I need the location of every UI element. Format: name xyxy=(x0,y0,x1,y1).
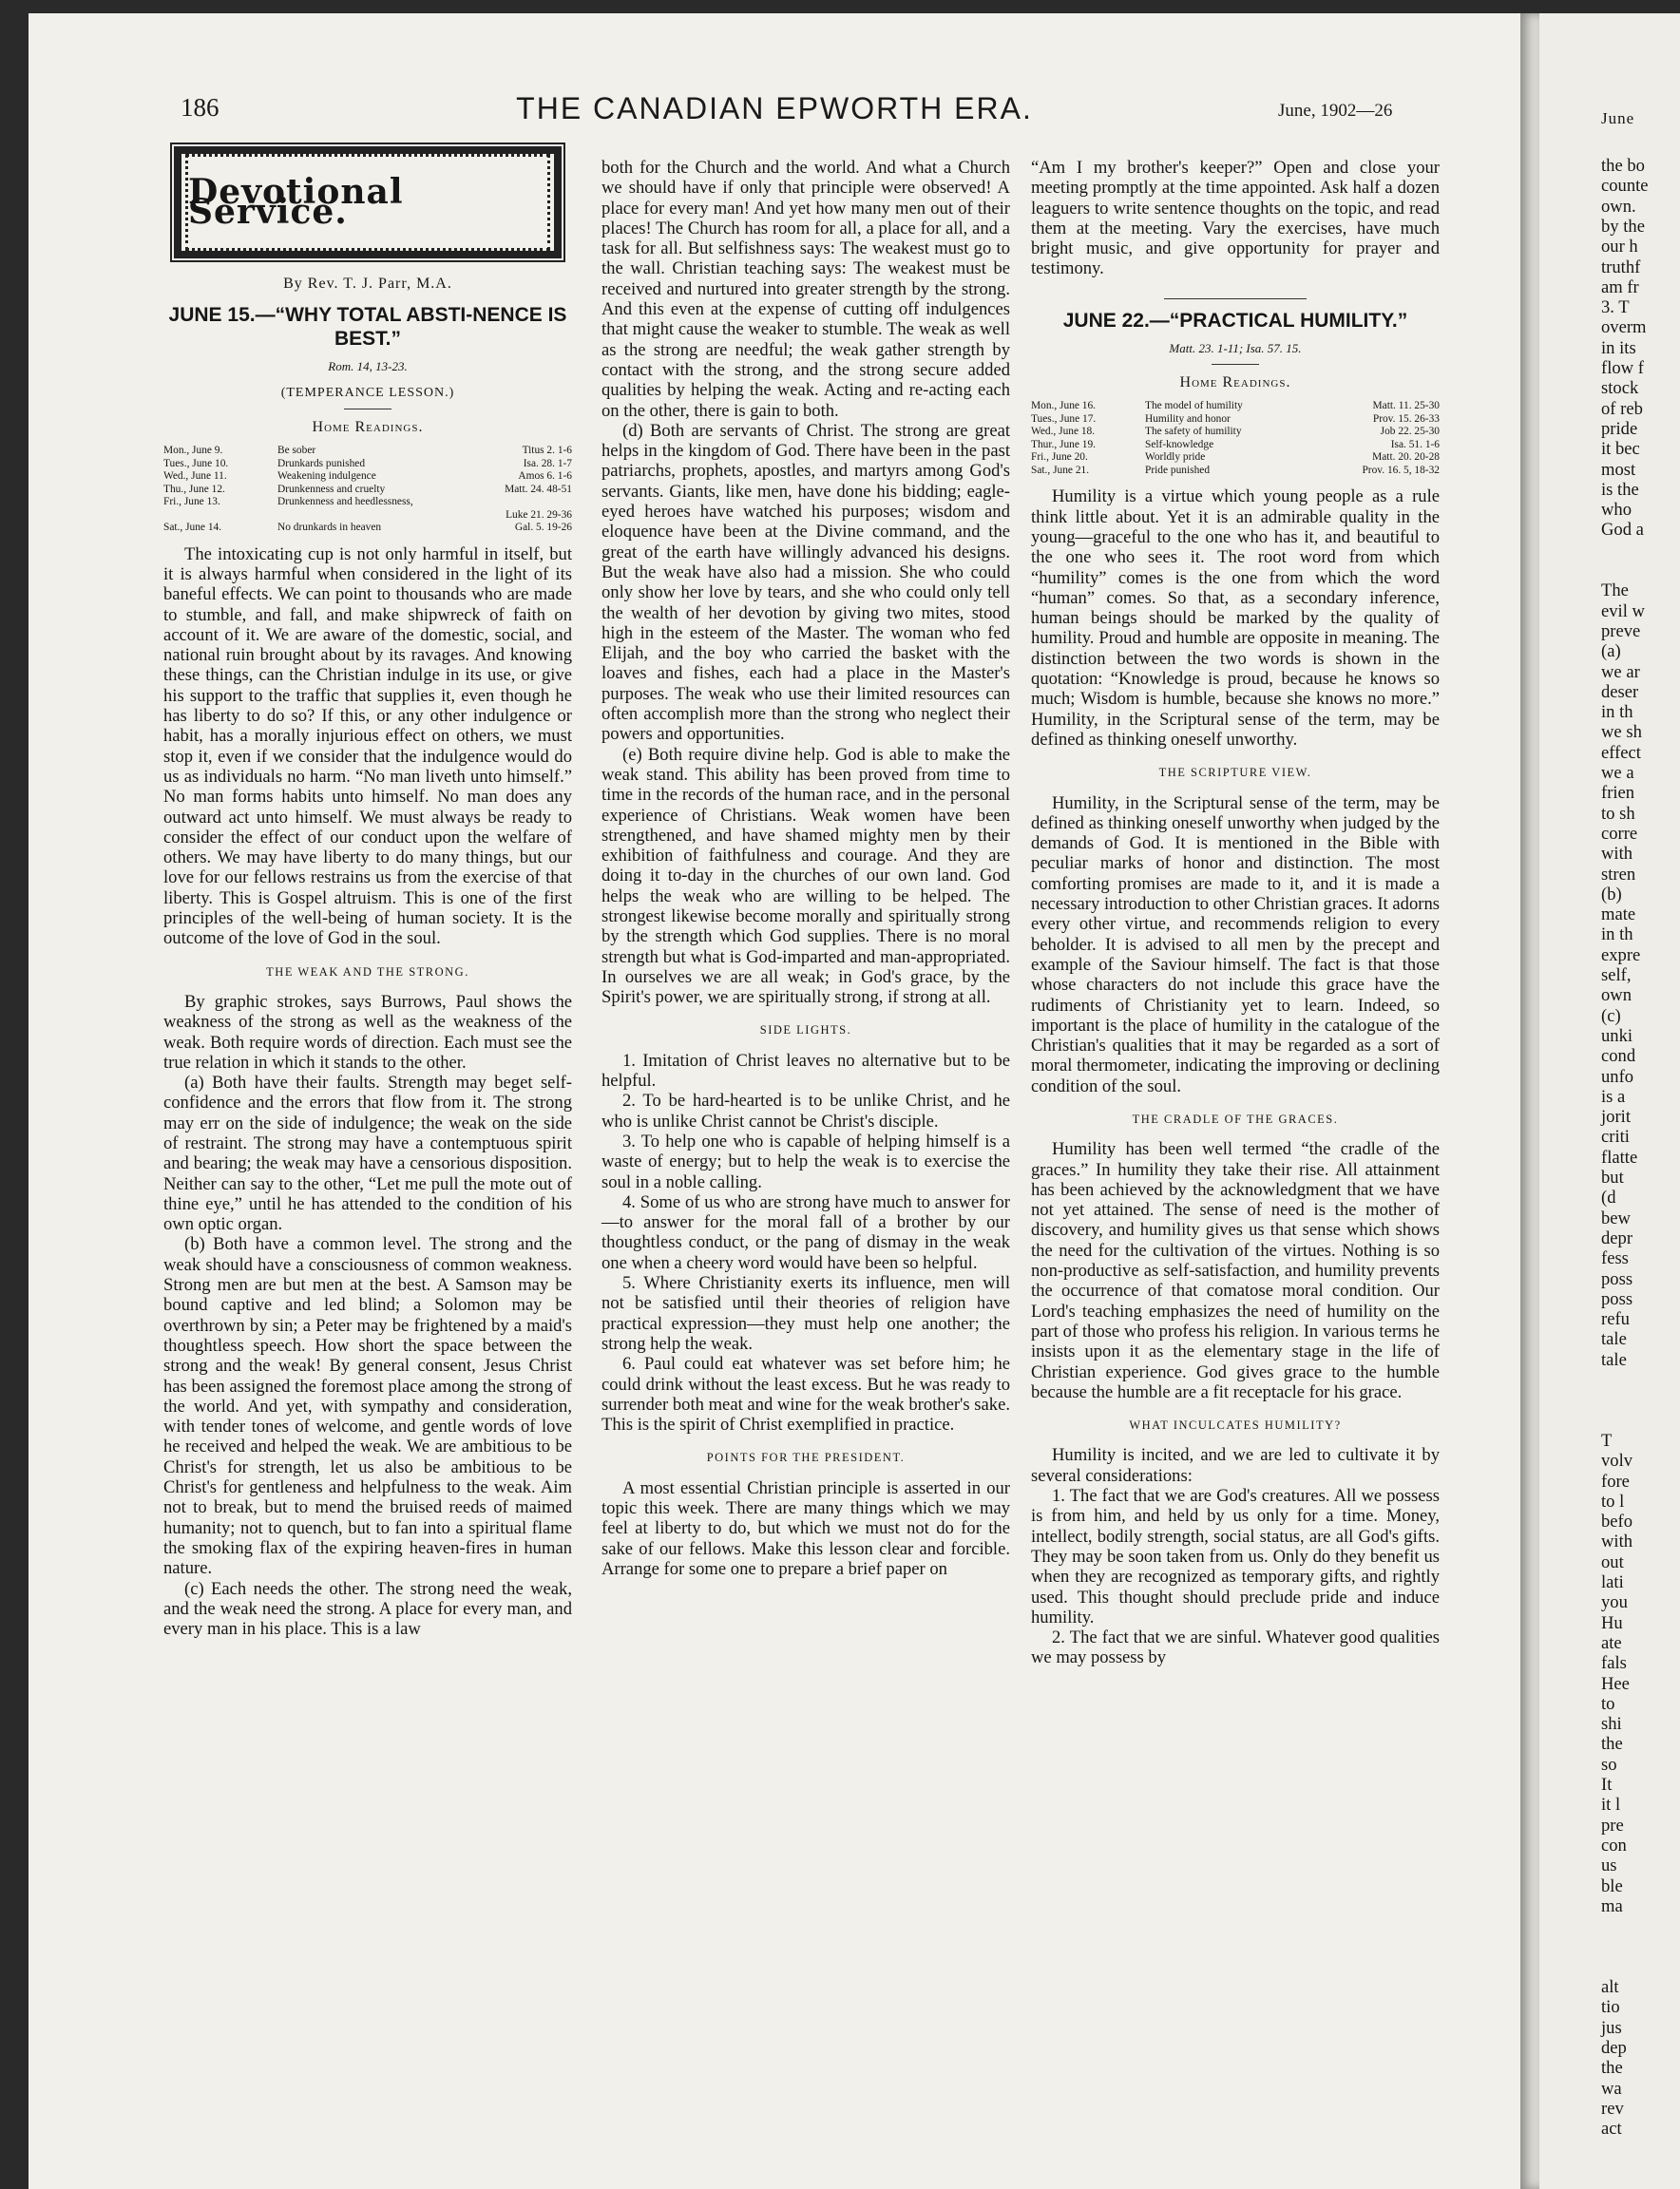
facing-page-line: dep xyxy=(1601,2037,1627,2058)
reading-topic: Pride punished xyxy=(1145,464,1211,476)
facing-page-line: flow f xyxy=(1601,358,1644,378)
facing-page-line: our h xyxy=(1601,237,1638,257)
reading-day: Sat., June 14. xyxy=(163,522,222,534)
paragraph: By graphic strokes, says Burrows, Paul shows the weakness of the strong as well as the weakness of the weak. Both require words of direction. Each must see the true relation in which it stands to the other. xyxy=(163,991,572,1073)
reading-topic: The safety of humility xyxy=(1145,426,1242,438)
paragraph: “Am I my brother's keeper?” Open and close your meeting promptly at the time appointed. Ask half a dozen leaguers to write sentence thoughts on the topic, and read them at the meeting. Vary the exercises, have much bright music, and give opportunity for prayer and testimony. xyxy=(1031,158,1440,279)
home-readings-heading: Home Readings. xyxy=(1179,374,1291,391)
facing-page-line: who xyxy=(1601,500,1632,521)
lesson-2-scripture: Matt. 23. 1-11; Isa. 57. 15. xyxy=(1169,340,1302,355)
subheading-cradle: THE CRADLE OF THE GRACES. xyxy=(1132,1112,1339,1126)
reading-row xyxy=(163,484,572,497)
facing-page-line: cond xyxy=(1601,1046,1636,1067)
facing-page-line: jus xyxy=(1601,2017,1622,2038)
facing-page-line: you xyxy=(1601,1592,1628,1613)
facing-page-line: wa xyxy=(1601,2078,1622,2099)
facing-page-line: pride xyxy=(1601,418,1638,439)
facing-page-line: to xyxy=(1601,1693,1615,1714)
facing-page-line: poss xyxy=(1601,1268,1633,1289)
facing-page-line: the xyxy=(1601,1734,1623,1755)
paragraph: 2. The fact that we are sinful. Whatever good qualities we may possess by xyxy=(1031,1627,1440,1668)
facing-page-line: but xyxy=(1601,1168,1624,1188)
facing-page-line: fals xyxy=(1601,1653,1627,1674)
side-light-item: 5. Where Christianity exerts its influence, men will not be satisfied until their theories of religion have practical expression—they must help one another; the strong help the weak. xyxy=(601,1273,1010,1354)
facing-page-line: flatte xyxy=(1601,1147,1638,1168)
facing-page-line: the bo xyxy=(1601,156,1645,176)
facing-page-header: June xyxy=(1601,109,1635,127)
facing-page-line: out xyxy=(1601,1551,1624,1572)
facing-page-line: T xyxy=(1601,1430,1613,1451)
facing-page-line: evil w xyxy=(1601,600,1645,621)
facing-page-line: frien xyxy=(1601,783,1635,804)
facing-page-line: is a xyxy=(1601,1086,1626,1107)
lesson-2-title: JUNE 22.—“PRACTICAL HUMILITY.” xyxy=(1062,309,1408,332)
reading-ref: Amos 6. 1-6 xyxy=(518,470,572,483)
reading-topic xyxy=(277,509,474,523)
section-banner xyxy=(174,146,562,258)
facing-page-line: with xyxy=(1601,1532,1633,1552)
reading-ref: Matt. 24. 48-51 xyxy=(505,483,572,495)
reading-row xyxy=(163,458,572,471)
facing-page-line: tale xyxy=(1601,1329,1627,1350)
section-heading: Devotional Service. xyxy=(188,171,404,232)
reading-ref xyxy=(474,496,572,509)
paragraph: Humility has been well termed “the cradle of the graces.” In humility they take their rise. All attainment has been achieved by the acknowledgment that we have not yet attained. The sense of need is the mother of discovery, and humility gives us that sense which shows the need for the cultivation of the virtues. Nothing is so non-productive as self-satisfaction, and humility prevents the occurrence of that comatose moral condition. Our Lord's teaching emphasizes the need of humility on the part of those who profess his religion. In various terms he insists upon it as the elementary stage in the life of Christian experience. God gives grace to the humble because the humble are a fit receptacle for his grace. xyxy=(1031,1139,1440,1402)
facing-page-line: befo xyxy=(1601,1512,1633,1532)
divider xyxy=(1212,364,1259,365)
home-readings-heading: Home Readings. xyxy=(312,418,424,435)
facing-page-line: overm xyxy=(1601,317,1647,338)
facing-page-line: is the xyxy=(1601,479,1639,500)
reading-row xyxy=(163,522,572,535)
issue-date: June, 1902—26 xyxy=(1278,101,1393,121)
facing-page-line: alt xyxy=(1601,1977,1619,1997)
reading-ref: Job 22. 25-30 xyxy=(1380,426,1440,438)
facing-page-line: am fr xyxy=(1601,276,1639,297)
reading-day: Tues., June 17. xyxy=(1031,412,1097,425)
facing-page-line: it l xyxy=(1601,1795,1621,1816)
facing-page-line: (b) xyxy=(1601,884,1622,904)
reading-day: Fri., June 13. xyxy=(163,496,220,508)
facing-page-line: counte xyxy=(1601,176,1649,197)
facing-page-line: corre xyxy=(1601,823,1638,844)
reading-row xyxy=(163,470,572,484)
home-readings-table xyxy=(163,445,572,535)
reading-topic: No drunkards in heaven xyxy=(277,522,382,534)
reading-ref: Titus 2. 1-6 xyxy=(522,445,572,457)
paragraph: (d) Both are servants of Christ. The strong are great helps in the kingdom of God. There have been in the past patriarchs, prophets, apostles, and martyrs among God's servants. Giants, like men, have done his bidding; eagle-eyed heroes have watched his purposes; wisdom and eloquence have been at the Divine command, and the great of the earth have willingly advanced his designs. But the weak have also had a mission. She who could only show her love by tears, and she who could only tell the wealth of her devotion by giving two mites, stood high in the esteem of the Master. The woman who fed Elijah, and the boy who carried the basket with the loaves and fishes, each had a place in the Master's purposes. The weak who use their limited resources can often accomplish more than the strong who neglect their powers and opportunities. xyxy=(601,420,1010,745)
reading-row xyxy=(1031,426,1440,439)
reading-day: Wed., June 18. xyxy=(1031,426,1096,438)
facing-page-line: unki xyxy=(1601,1025,1633,1046)
facing-page-line: preve xyxy=(1601,620,1641,641)
facing-page-line: ma xyxy=(1601,1895,1623,1916)
paragraph: (a) Both have their faults. Strength may beget self-confidence and the errors that flow from it. The strong may err on the side of indulgence; the weak on the side of restraint. The strong may have a contemptuous spirit and bearing; the weak may have a censorious disposition. Neither can say to the other, “Let me pull the mote out of thine eye,” until he has attended to the condition of his own optic organ. xyxy=(163,1073,572,1235)
facing-page-line: rev xyxy=(1601,2098,1624,2119)
facing-page-line: expre xyxy=(1601,944,1641,965)
reading-topic: The model of humility xyxy=(1145,400,1243,412)
column-1 xyxy=(163,146,572,1639)
home-readings-table xyxy=(1031,400,1440,477)
facing-page-line: in th xyxy=(1601,924,1633,945)
facing-page-line: stock xyxy=(1601,378,1639,399)
side-light-item: 2. To be hard-hearted is to be unlike Christ, and he who is unlike Christ cannot be Christ's disciple. xyxy=(601,1091,1010,1132)
facing-page-line: tio xyxy=(1601,1997,1620,2018)
reading-ref: Prov. 15. 26-33 xyxy=(1372,412,1440,425)
facing-page-line: with xyxy=(1601,844,1633,865)
reading-row xyxy=(1031,451,1440,465)
reading-ref: Matt. 20. 20-28 xyxy=(1372,451,1440,464)
side-light-item: 3. To help one who is capable of helping himself is a waste of energy; but to help the weak is to exercise the soul in a noble calling. xyxy=(601,1131,1010,1192)
reading-day: Tues., June 10. xyxy=(163,457,229,469)
facing-page-line: self, xyxy=(1601,965,1632,985)
reading-ref: Isa. 51. 1-6 xyxy=(1390,438,1440,450)
reading-row xyxy=(163,509,572,523)
subheading-inculcates: WHAT INCULCATES HUMILITY? xyxy=(1129,1418,1342,1433)
reading-ref: Gal. 5. 19-26 xyxy=(514,522,572,534)
reading-ref: Luke 21. 29-36 xyxy=(506,508,572,521)
facing-page-line: fore xyxy=(1601,1471,1630,1492)
facing-page-line: shi xyxy=(1601,1714,1622,1735)
facing-page-line: 3. T xyxy=(1601,297,1630,318)
reading-row xyxy=(1031,465,1440,478)
facing-page-line: volv xyxy=(1601,1451,1633,1472)
subheading-weak-strong: THE WEAK AND THE STRONG. xyxy=(266,964,469,979)
reading-ref: Prov. 16. 5, 18-32 xyxy=(1362,464,1440,476)
reading-topic: Self-knowledge xyxy=(1145,438,1214,450)
facing-page-line: mate xyxy=(1601,904,1636,925)
facing-page-line: It xyxy=(1601,1775,1613,1795)
divider xyxy=(1164,298,1307,299)
column-2 xyxy=(601,158,1010,1579)
facing-page-line: criti xyxy=(1601,1127,1630,1148)
reading-topic: Humility and honor xyxy=(1145,412,1231,425)
lesson-1-subtitle: (TEMPERANCE LESSON.) xyxy=(280,385,455,400)
facing-page-line: in its xyxy=(1601,337,1636,358)
lesson-2-intro: Humility is a virtue which young people as a rule think little about. Yet it is an admirable quality in the young—graceful to the one who has it, and beautiful to the one who sees it. The root word from which “humility” comes is the one from which the word “human” comes. So that, as a secondary inference, human beings should be marked by the quality of humility. Proud and humble are opposite in meaning. The distinction between the two words is shown in the quotation: “Knowledge is proud, because he knows so much; Wisdom is humble, because she knows no more.” Humility, in the Scriptural sense of the term, may be defined as thinking oneself unworthy. xyxy=(1031,486,1440,750)
paragraph: Humility, in the Scriptural sense of the term, may be defined as thinking oneself unworthy when judged by the demands of God. It is mentioned in the Bible with peculiar marks of honor and distinction. The most comforting promises are made to it, and it is made a necessary introduction to other Christian graces. It adorns every other virtue, and recommends religion to every beholder. It is advised to all men by the precept and example of the Saviour himself. The fact is that those whose characters do not include this grace have the rudiments of Christianity yet to learn. Indeed, so important is the place of humility in the catalogue of the Christian's qualities that it may be regarded as a sort of moral thermometer, indicating the improving or declining condition of the soul. xyxy=(1031,792,1440,1096)
reading-day: Wed., June 11. xyxy=(163,470,227,483)
side-light-item: 4. Some of us who are strong have much to answer for—to answer for the moral fall of a brother by our thoughtless conduct, or the pang of dismay in the weak one when a cheery word would have been so helpful. xyxy=(601,1191,1010,1273)
reading-ref: Matt. 11. 25-30 xyxy=(1372,400,1440,412)
page-186 xyxy=(29,13,1520,2189)
reading-topic: Weakening indulgence xyxy=(277,470,376,483)
facing-page-line: jorit xyxy=(1601,1107,1631,1128)
byline: By Rev. T. J. Parr, M.A. xyxy=(283,276,452,292)
publication-title: THE CANADIAN EPWORTH ERA. xyxy=(516,91,1033,125)
reading-day: Sat., June 21. xyxy=(1031,464,1090,476)
running-header xyxy=(29,87,1520,144)
lesson-1-intro: The intoxicating cup is not only harmful in itself, but it is always harmful when considered in the light of its baneful effects. We can point to thousands who are made to stumble, and fall, and make shipwreck of faith on account of it. We are aware of the domestic, social, and national ruin brought about by its ravages. And knowing these things, can the Christian indulge in its use, or give his support to the traffic that supplies it, even though he has liberty to do so? If this, or any other indulgence or habit, has a morally injurious effect on others, we must stop it, even if we consider that the indulgence would do us as individuals no harm. “No man liveth unto himself.” No man forms habits unto himself. No man does any outward act unto himself. We must always be ready to consider the effect of our conduct upon the welfare of others. We may have liberty to do many things, but our love for our fellows restrains us from the exercise of that liberty. This is Gospel altruism. This is one of the first principles of the well-being of human society. It is the outcome of the love of God in the soul. xyxy=(163,543,572,949)
subheading-side-lights: SIDE LIGHTS. xyxy=(759,1023,852,1037)
reading-topic: Be sober xyxy=(277,445,316,457)
facing-page-line: deser xyxy=(1601,681,1639,702)
facing-page-line: own. xyxy=(1601,196,1636,217)
subheading-scripture-view: THE SCRIPTURE VIEW. xyxy=(1158,766,1312,780)
facing-page-line: act xyxy=(1601,2119,1622,2140)
facing-page-line: effect xyxy=(1601,742,1641,763)
facing-page-line: it bec xyxy=(1601,439,1640,460)
paragraph: (b) Both have a common level. The strong and the weak should have a consciousness of common weakness. Strong men are but men at the best. A Samson may be bound captive and led blind; a Solomon may be overthrown by sin; a Peter may be frightened by a maid's thoughtless speech. How short the space between the strong and the weak! By general consent, Jesus Christ has been assigned the foremost place among the strong of the world. And yet, with sympathy and consideration, with tender tones of welcome, and gentle words of love he received and helped the weak. We are ambitious to be Christ's for strength, let us also be ambitious to be Christ's for gentleness and helpfulness to the weak. Aim not to break, but to mend the bruised reeds of maimed humanity; not to quench, but to fan into a spiritual flame the smoking flax of the expiring heaven-fires in human nature. xyxy=(163,1234,572,1579)
lesson-1-title: JUNE 15.—“WHY TOTAL ABSTI-NENCE IS BEST.” xyxy=(168,304,567,351)
paragraph: 1. The fact that we are God's creatures. All we possess is from him, and held by us only for a time. Money, intellect, bodily strength, social status, are all God's gifts. They may be soon taken from us. Only do they benefit us when they are recognized as temporary gifts, and rightly used. This thought should preclude pride and induce humility. xyxy=(1031,1486,1440,1627)
reading-day xyxy=(163,509,277,523)
reading-row xyxy=(1031,439,1440,452)
paragraph: Humility is incited, and we are led to cultivate it by several considerations: xyxy=(1031,1445,1440,1486)
facing-page-line: (d xyxy=(1601,1188,1616,1209)
facing-page-line: own xyxy=(1601,985,1632,1006)
lesson-1-scripture: Rom. 14, 13-23. xyxy=(328,359,408,374)
facing-page-line: con xyxy=(1601,1835,1627,1856)
facing-page-line: unfo xyxy=(1601,1066,1634,1087)
facing-page-line: bew xyxy=(1601,1208,1631,1228)
facing-page-fragment xyxy=(1539,13,1680,2189)
paragraph: (e) Both require divine help. God is able to make the weak stand. This ability has been proved from time to time in the records of the human race, and in the personal experience of Christians. Weak women have been strengthened, and have shamed mighty men by their exhibition of faithfulness and courage. And they are doing it to-day in the churches of our own land. God helps the weak who are willing to be helped. The strongest likewise become morally and spiritually strong by the strength which God supplies. There is no moral strength but what is God-imparted and man-appropriated. In ourselves we are all weak; in God's grace, by the Spirit's power, we are spiritually strong, if strong at all. xyxy=(601,744,1010,1008)
facing-page-line: stren xyxy=(1601,864,1636,885)
facing-page-line: God a xyxy=(1601,520,1644,541)
facing-page-line: (a) xyxy=(1601,641,1621,662)
facing-page-line: ble xyxy=(1601,1875,1623,1896)
facing-page-line: lati xyxy=(1601,1572,1624,1592)
reading-row xyxy=(1031,413,1440,427)
banner-ornament-border xyxy=(185,154,550,251)
facing-page-line: Hee xyxy=(1601,1673,1630,1694)
facing-page-line: (c) xyxy=(1601,1005,1621,1026)
reading-day: Mon., June 9. xyxy=(163,445,223,457)
page-number: 186 xyxy=(181,93,220,122)
reading-day: Thur., June 19. xyxy=(1031,438,1097,450)
reading-row xyxy=(163,496,572,509)
facing-page-line: by the xyxy=(1601,216,1645,237)
reading-topic: Drunkenness and cruelty xyxy=(277,483,386,495)
facing-page-line: we sh xyxy=(1601,722,1642,743)
reading-topic: Drunkenness and heedlessness, xyxy=(277,496,413,508)
facing-page-line: tale xyxy=(1601,1349,1627,1370)
side-light-item: 1. Imitation of Christ leaves no alternative but to be helpful. xyxy=(601,1050,1010,1092)
facing-page-line: The xyxy=(1601,581,1629,601)
facing-page-line: most xyxy=(1601,459,1636,480)
facing-page-line: Hu xyxy=(1601,1612,1623,1633)
facing-page-line: to l xyxy=(1601,1491,1625,1512)
facing-page-line: depr xyxy=(1601,1228,1633,1248)
paragraph: A most essential Christian principle is asserted in our topic this week. There are many things which we may feel at liberty to do, but which we must not do for the sake of our fellows. Make this lesson clear and forcible. Arrange for some one to prepare a brief paper on xyxy=(601,1477,1010,1579)
reading-ref: Isa. 28. 1-7 xyxy=(523,457,572,469)
facing-page-line: we a xyxy=(1601,763,1634,783)
facing-page-line: in th xyxy=(1601,702,1633,723)
facing-page-line: so xyxy=(1601,1754,1617,1775)
book-gutter xyxy=(1520,13,1539,2189)
column-3 xyxy=(1031,158,1440,1668)
facing-page-line: we ar xyxy=(1601,661,1640,682)
reading-row xyxy=(163,445,572,458)
reading-topic: Drunkards punished xyxy=(277,457,366,469)
reading-day: Thu., June 12. xyxy=(163,483,225,495)
facing-page-line: of reb xyxy=(1601,398,1643,419)
facing-page-line: the xyxy=(1601,2058,1623,2079)
facing-page-line: truthf xyxy=(1601,257,1641,277)
reading-day: Fri., June 20. xyxy=(1031,451,1088,464)
facing-page-line: pre xyxy=(1601,1815,1624,1836)
reading-row xyxy=(1031,400,1440,413)
facing-page-line: to sh xyxy=(1601,803,1635,824)
facing-page-line: poss xyxy=(1601,1288,1633,1309)
side-light-item: 6. Paul could eat whatever was set before him; he could drink without the least excess. But he was ready to surrender both meat and wine for the weak brother's sake. This is the spirit of Christ exemplified in practice. xyxy=(601,1354,1010,1436)
facing-page-line: us xyxy=(1601,1856,1617,1876)
facing-page-line: refu xyxy=(1601,1309,1630,1330)
reading-day: Mon., June 16. xyxy=(1031,400,1097,412)
facing-page-line: fess xyxy=(1601,1248,1629,1269)
paragraph: both for the Church and the world. And what a Church we should have if only that principle were observed! A place for every man! And yet how many men out of their places! The Church has room for all, a place for all, and a task for all. But selfishness says: The weakest must go to the wall. Christian teaching says: The weakest must be received and nurtured into greater strength by the strong. And this even at the expense of cutting off indulgences that might cause the weaker to stumble. The weak as well as the strong are needful; the weak gather strength by contact with the strong, and the strong secure added qualities by helping the weak. Acting and re-acting each on the other, there is gain to both. xyxy=(601,158,1010,421)
reading-topic: Worldly pride xyxy=(1145,451,1206,464)
facing-page-line: ate xyxy=(1601,1632,1622,1653)
subheading-president: POINTS FOR THE PRESIDENT. xyxy=(706,1451,906,1465)
paragraph: (c) Each needs the other. The strong need the weak, and the weak need the strong. A place for every man, and every man in his place. This is a law xyxy=(163,1578,572,1640)
